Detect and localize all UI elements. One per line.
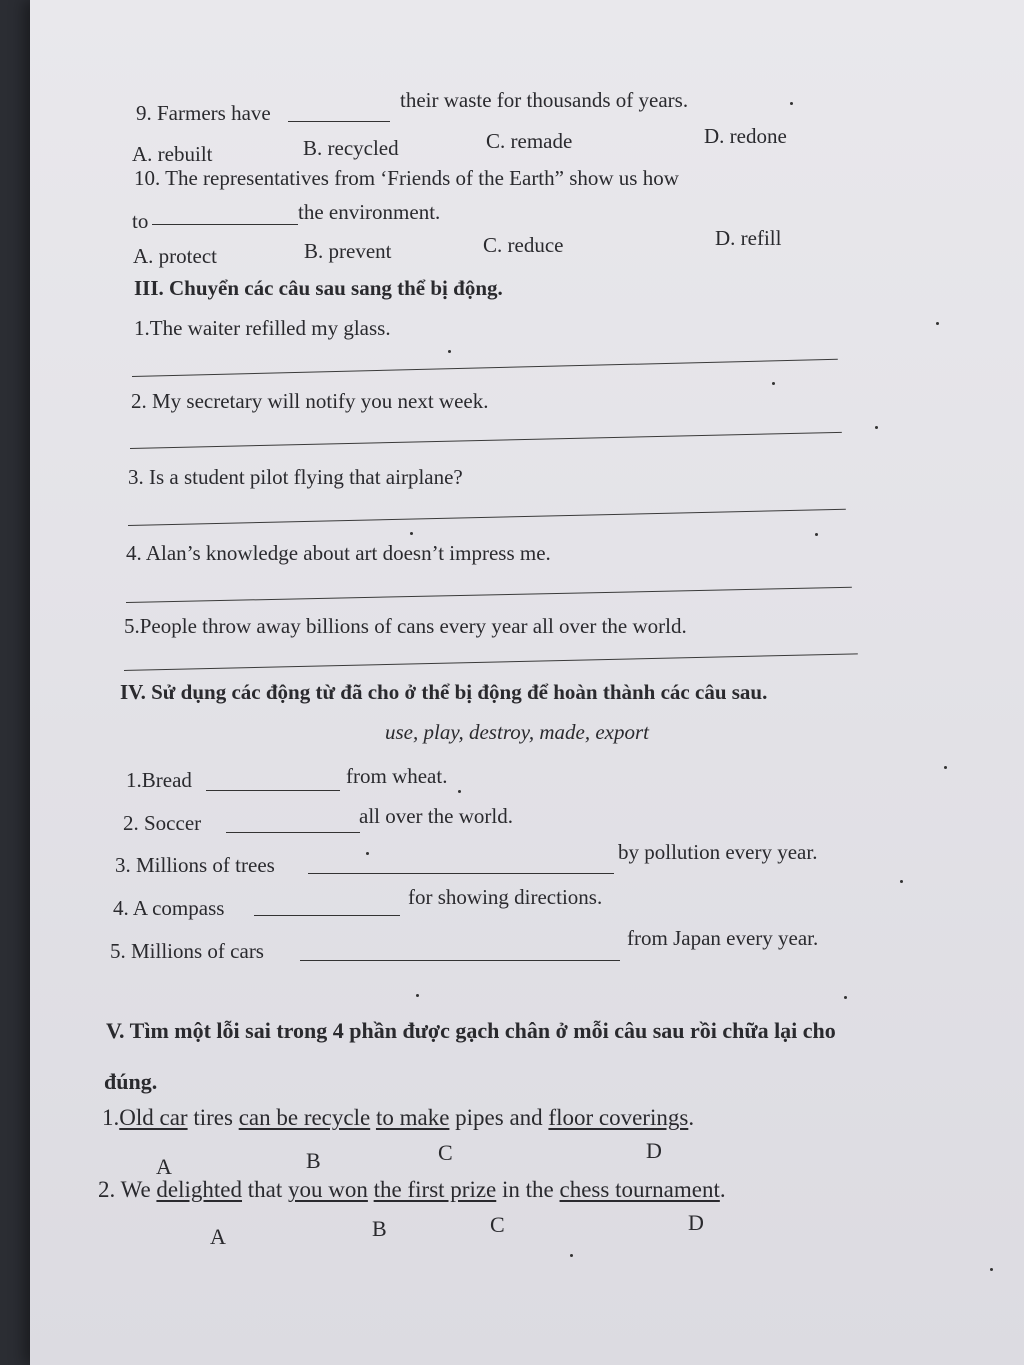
paper-speck <box>936 322 939 325</box>
section4-item-4-pre: 4. A compass <box>113 896 225 920</box>
section3-item-4: 4. Alan’s knowledge about art doesn’t impress me. <box>126 541 551 565</box>
section3-item-3: 3. Is a student pilot flying that airplane? <box>128 465 463 489</box>
q2-text: that <box>242 1177 289 1202</box>
section4-item-3-pre: 3. Millions of trees <box>115 853 275 877</box>
paper-speck <box>410 532 413 535</box>
answer-line-3 <box>128 509 846 526</box>
q2-end: . <box>719 1177 726 1202</box>
section4-item-2-pre: 2. Soccer <box>123 811 202 835</box>
q1-number: 1. <box>102 1105 120 1130</box>
q10-line1: 10. The representatives from ‘Friends of the Earth” show us how <box>134 166 679 190</box>
q2-part-d: chess tournament <box>559 1177 720 1202</box>
section4-blank-1 <box>206 790 340 791</box>
q2-part-b: you won <box>288 1177 368 1202</box>
section3-heading: III. Chuyển các câu sau sang thể bị động. <box>134 276 503 300</box>
q1-part-d: floor coverings <box>548 1105 689 1130</box>
section3-item-2: 2. My secretary will notify you next week. <box>131 389 489 413</box>
q2-text: in the <box>496 1177 560 1202</box>
q1-label-b: B <box>306 1148 321 1173</box>
q2-label-a: A <box>210 1224 226 1249</box>
q9-option-d: D. redone <box>704 124 787 148</box>
section4-item-5-post: from Japan every year. <box>627 926 819 950</box>
answer-line-5 <box>124 653 858 671</box>
q10-rest: the environment. <box>298 200 441 224</box>
section4-item-2-post: all over the world. <box>359 804 513 828</box>
q10-to: to <box>132 209 149 233</box>
q9-stem: 9. Farmers have <box>136 101 271 125</box>
paper-speck <box>790 102 793 105</box>
paper-speck <box>844 996 847 999</box>
q10-option-d: D. refill <box>715 226 782 250</box>
section5-q1 <box>102 1106 694 1129</box>
section4-blank-5 <box>300 960 620 961</box>
q2-label-b: B <box>372 1216 387 1241</box>
section4-item-1-post: from wheat. <box>346 764 448 788</box>
q9-option-b: B. recycled <box>303 136 399 160</box>
paper-speck <box>458 790 461 793</box>
q10-option-b: B. prevent <box>304 239 392 263</box>
section4-item-5-pre: 5. Millions of cars <box>110 939 264 963</box>
q10-option-a: A. protect <box>133 244 217 268</box>
verb-bank: use, play, destroy, made, export <box>385 720 650 744</box>
section4-item-1-pre: 1.Bread <box>126 768 192 792</box>
q2-label-c: C <box>490 1212 505 1237</box>
section5-heading-line1: V. Tìm một lỗi sai trong 4 phần được gạch chân ở mỗi câu sau rồi chữa lại cho <box>106 1018 836 1043</box>
section5-q2 <box>98 1178 726 1201</box>
paper-speck <box>416 994 419 997</box>
q9-blank <box>288 121 390 122</box>
q2-text: We <box>115 1177 157 1202</box>
paper-speck <box>772 382 775 385</box>
section4-blank-3 <box>308 873 614 874</box>
section3-item-5: 5.People throw away billions of cans every year all over the world. <box>124 614 687 638</box>
q1-part-c: to make <box>375 1105 450 1130</box>
q1-part-b: can be recycle <box>238 1105 371 1130</box>
paper-speck <box>570 1254 573 1257</box>
q2-part-c: the first prize <box>373 1177 497 1202</box>
section5-heading-line2: đúng. <box>104 1069 158 1094</box>
q2-part-a: delighted <box>156 1177 243 1202</box>
paper-speck <box>366 852 369 855</box>
section4-heading: IV. Sử dụng các động từ đã cho ở thể bị động để hoàn thành các câu sau. <box>120 680 768 704</box>
q10-option-c: C. reduce <box>483 233 564 257</box>
q10-blank <box>152 224 298 225</box>
q1-end: . <box>688 1105 695 1130</box>
q9-option-c: C. remade <box>486 129 573 153</box>
paper-speck <box>448 350 451 353</box>
section3-item-1: 1.The waiter refilled my glass. <box>134 316 391 340</box>
answer-line-1 <box>132 359 838 377</box>
paper-speck <box>990 1268 993 1271</box>
section4-blank-4 <box>254 915 400 916</box>
section4-blank-2 <box>226 832 360 833</box>
answer-line-4 <box>126 587 852 603</box>
q1-label-a: A <box>156 1154 172 1179</box>
worksheet-page <box>30 0 1024 1365</box>
q2-label-d: D <box>688 1210 704 1235</box>
q9-rest: their waste for thousands of years. <box>400 88 689 112</box>
section4-item-4-post: for showing directions. <box>408 885 603 909</box>
paper-speck <box>815 533 818 536</box>
paper-speck <box>900 880 903 883</box>
q1-text: tires <box>187 1105 239 1130</box>
paper-speck <box>944 766 947 769</box>
q9-option-a: A. rebuilt <box>132 142 213 166</box>
q1-label-d: D <box>646 1138 662 1163</box>
q1-label-c: C <box>438 1140 453 1165</box>
paper-speck <box>875 426 878 429</box>
q1-part-a: Old car <box>119 1105 188 1130</box>
answer-line-2 <box>130 432 842 449</box>
section4-item-3-post: by pollution every year. <box>618 840 818 864</box>
q1-text: pipes and <box>449 1105 549 1130</box>
q2-number: 2. <box>98 1177 116 1202</box>
